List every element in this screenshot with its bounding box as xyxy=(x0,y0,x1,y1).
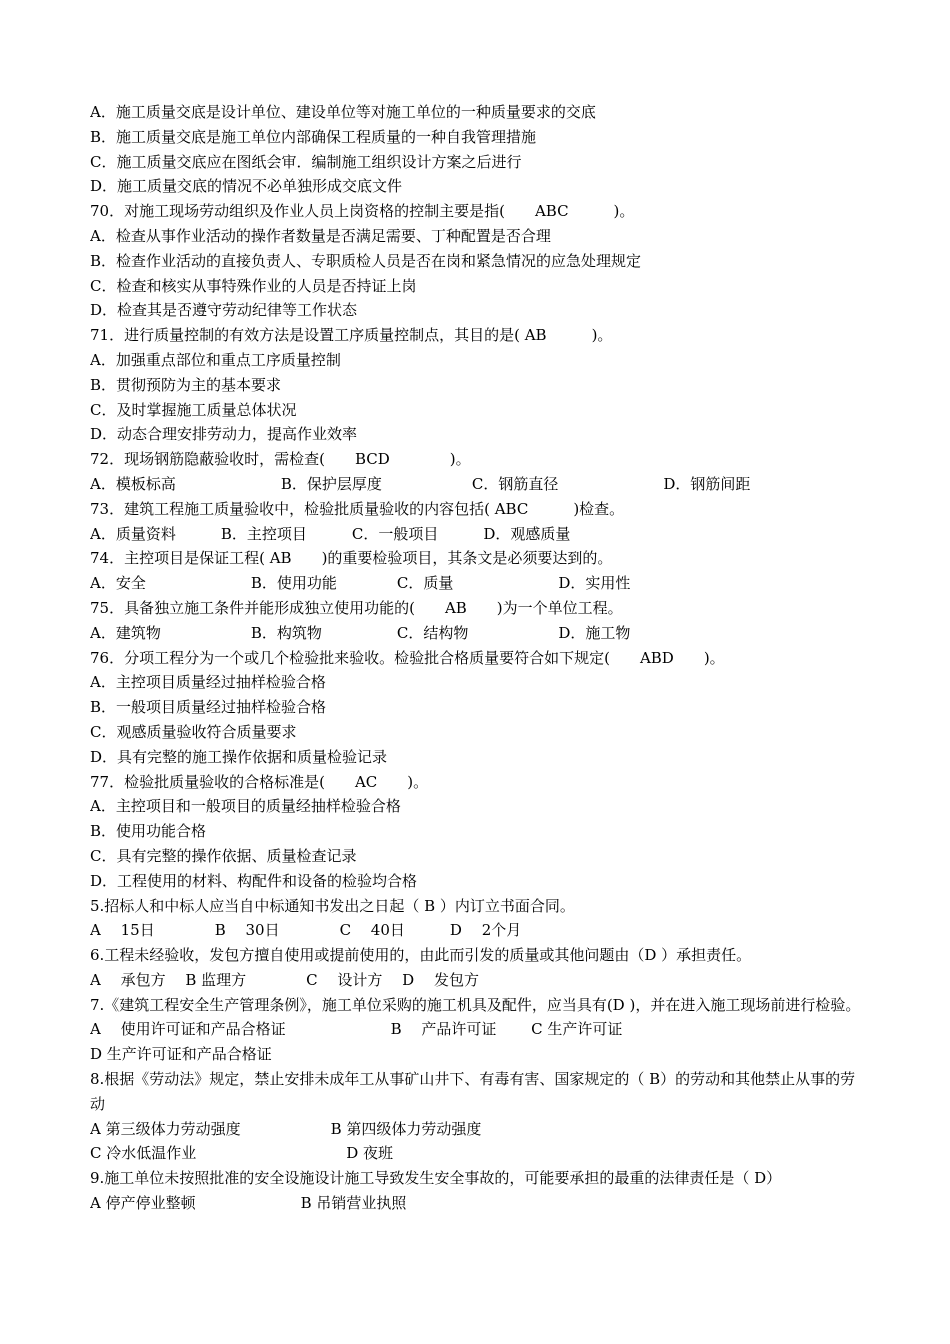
question-7: 7.《建筑工程安全生产管理条例》，施工单位采购的施工机具及配件，应当具有(D )，并在进入施工现场前进行检验。 xyxy=(90,995,861,1014)
question-74: 74．主控项目是保证工程( AB )的重要检验项目，其条文是必须要达到的。 xyxy=(90,549,613,568)
text-line: B．使用功能合格 xyxy=(90,822,207,841)
text-line: D．检查其是否遵守劳动纪律等工作状态 xyxy=(90,301,358,320)
options-line: A 承包方 B 监理方 C 设计方 D 发包方 xyxy=(90,970,479,989)
options-line: D 生产许可证和产品合格证 xyxy=(90,1045,272,1064)
text-line: A．检查从事作业活动的操作者数量是否满足需要、丁种配置是否合理 xyxy=(90,226,551,245)
text-line: A．主控项目和一般项目的质量经抽样检验合格 xyxy=(90,797,401,816)
question-73: 73．建筑工程施工质量验收中，检验批质量验收的内容包括( ABC )检查。 xyxy=(90,499,625,518)
text-line: A．施工质量交底是设计单位、建设单位等对施工单位的一种质量要求的交底 xyxy=(90,103,596,121)
question-76: 76．分项工程分为一个或几个检验批来验收。检验批合格质量要符合如下规定( ABD )。 xyxy=(90,648,725,667)
question-72: 72．现场钢筋隐蔽验收时，需检查( BCD )。 xyxy=(90,450,471,469)
text-line: C．具有完整的操作依据、质量检查记录 xyxy=(90,846,357,865)
text-line: D．动态合理安排劳动力，提高作业效率 xyxy=(90,425,358,444)
options-line: A 第三级体力劳动强度 B 第四级体力劳动强度 xyxy=(90,1119,482,1138)
text-line: B．施工质量交底是施工单位内部确保工程质量的一种自我管理措施 xyxy=(90,127,537,146)
text-line: B．贯彻预防为主的基本要求 xyxy=(90,375,282,394)
text-line: D．工程使用的材料、构配件和设备的检验均合格 xyxy=(90,871,418,890)
options-line: C 冷水低温作业 D 夜班 xyxy=(90,1144,394,1163)
options-line: A 15日 B 30日 C 40日 D 2个月 xyxy=(90,921,522,940)
question-5: 5.招标人和中标人应当自中标通知书发出之日起（ B ）内订立书面合同。 xyxy=(90,896,575,915)
text-line: B．检查作业活动的直接负责人、专职质检人员是否在岗和紧急情况的应急处理规定 xyxy=(90,251,642,270)
options-line: A 停产停业整顿 B 吊销营业执照 xyxy=(90,1194,407,1213)
question-8: 8.根据《劳动法》规定，禁止安排未成年工从事矿山井下、有毒有害、国家规定的（ B）的劳动和其他禁止从事的劳动 xyxy=(90,1070,856,1113)
question-6: 6.工程未经验收，发包方擅自使用或提前使用的，由此而引发的质量或其他问题由（D ）承担责任。 xyxy=(90,946,752,965)
text-line: C．及时掌握施工质量总体状况 xyxy=(90,400,297,419)
text-line: B．一般项目质量经过抽样检验合格 xyxy=(90,698,327,717)
question-71: 71．进行质量控制的有效方法是设置工序质量控制点，其目的是( AB )。 xyxy=(90,326,613,345)
options-line: A 使用许可证和产品合格证 B 产品许可证 C 生产许可证 xyxy=(90,1020,623,1039)
question-75: 75．具备独立施工条件并能形成独立使用功能的( AB )为一个单位工程。 xyxy=(90,598,623,617)
options-line: A．质量资料 B．主控项目 C．一般项目 D．观感质量 xyxy=(90,524,571,543)
question-70: 70．对施工现场劳动组织及作业人员上岗资格的控制主要是指( ABC )。 xyxy=(90,202,635,221)
options-line: A．安全 B．使用功能 C．质量 D．实用性 xyxy=(90,574,631,593)
text-line: A．主控项目质量经过抽样检验合格 xyxy=(90,673,326,692)
text-line: C．检查和核实从事特殊作业的人员是否持证上岗 xyxy=(90,276,417,295)
document-body xyxy=(90,100,862,1216)
options-line: A．建筑物 B．构筑物 C．结构物 D．施工物 xyxy=(90,623,631,642)
question-77: 77．检验批质量验收的合格标准是( AC )。 xyxy=(90,772,429,791)
options-line: A．模板标高 B．保护层厚度 C．钢筋直径 D．钢筋间距 xyxy=(90,474,751,493)
text-line: D．具有完整的施工操作依据和质量检验记录 xyxy=(90,747,388,766)
text-line: C．施工质量交底应在图纸会审．编制施工组织设计方案之后进行 xyxy=(90,152,522,171)
question-9: 9.施工单位未按照批准的安全设施设计施工导致发生安全事故的，可能要承担的最重的法律责任是（ D） xyxy=(90,1169,782,1188)
text-line: C．观感质量验收符合质量要求 xyxy=(90,722,297,741)
text-line: A．加强重点部位和重点工序质量控制 xyxy=(90,350,341,369)
text-line: D．施工质量交底的情况不必单独形成交底文件 xyxy=(90,177,403,196)
